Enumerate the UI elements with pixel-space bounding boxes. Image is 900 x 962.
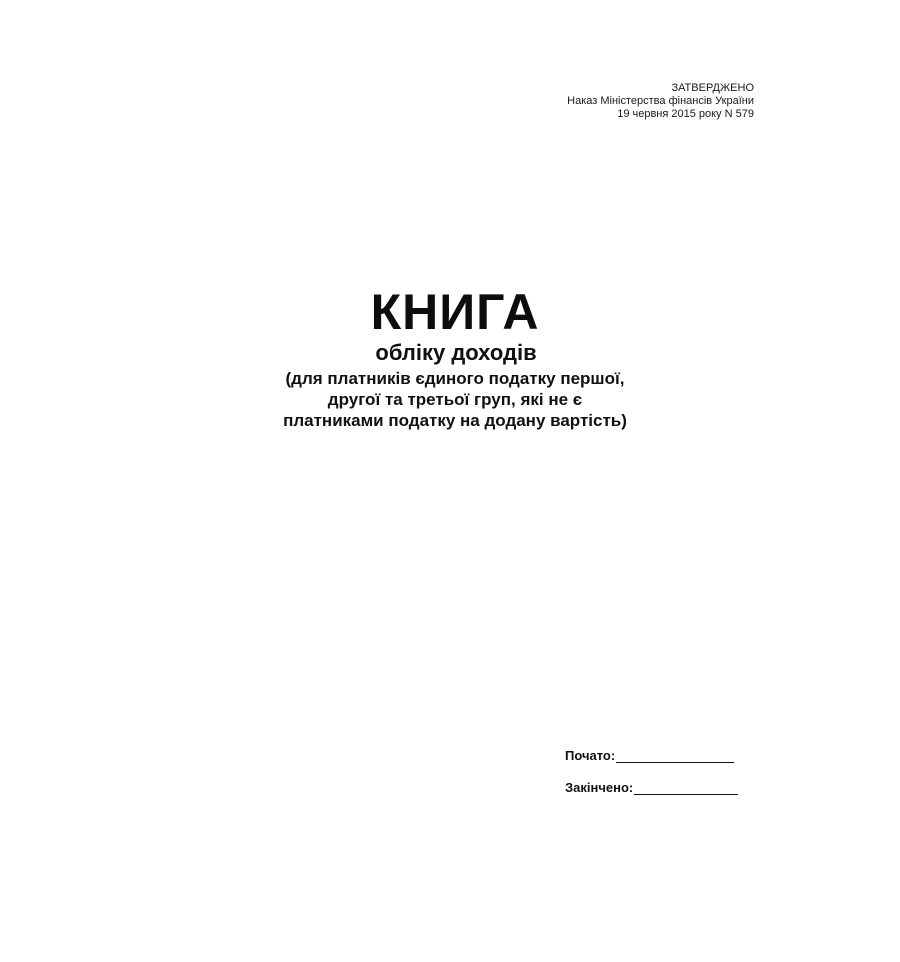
page-title: КНИГА <box>370 284 540 340</box>
start-date-blank <box>616 749 734 763</box>
end-date-field <box>565 777 738 795</box>
end-date-blank <box>634 781 738 795</box>
title-description <box>10 368 900 431</box>
approval-heading: ЗАТВЕРДЖЕНО <box>671 82 754 94</box>
approval-order: Наказ Міністерства фінансів України <box>567 95 754 107</box>
title-block <box>0 282 900 431</box>
description-line: другої та третьої груп, які не є <box>327 390 583 409</box>
start-date-label: Почато: <box>565 748 616 763</box>
date-fields <box>565 745 738 809</box>
start-date-field <box>565 745 738 763</box>
description-line: (для платників єдиного податку першої, <box>285 369 625 388</box>
approval-date: 19 червня 2015 року N 579 <box>617 108 754 120</box>
page-subtitle: обліку доходів <box>375 340 537 365</box>
approval-stamp <box>567 82 754 121</box>
end-date-label: Закінчено: <box>565 780 634 795</box>
description-line: платниками податку на додану вартість) <box>283 411 627 430</box>
